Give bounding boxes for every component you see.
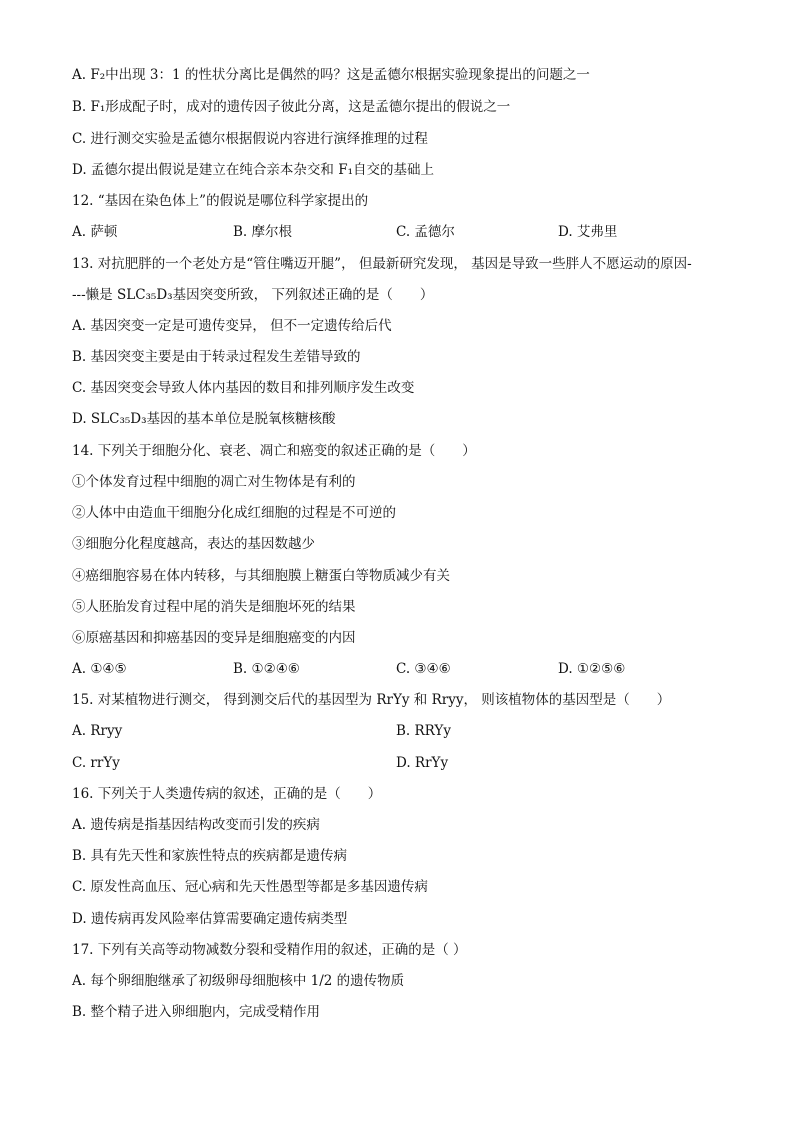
q13-stem-line2: ---懒是 SLC₃₅D₃基因突变所致， 下列叙述正确的是（ ） bbox=[72, 287, 434, 303]
q16-option-b: B. 具有先天性和家族性特点的疾病都是遗传病 bbox=[72, 848, 348, 864]
q15-options-row1 bbox=[72, 720, 732, 742]
q17-stem: 17. 下列有关高等动物减数分裂和受精作用的叙述，正确的是（ ） bbox=[72, 942, 467, 958]
q14-option-a: A. ①④⑤ bbox=[72, 661, 127, 677]
q15-stem: 15. 对某植物进行测交， 得到测交后代的基因型为 RrYy 和 Rryy， 则该植物体的基因型是（ ） bbox=[72, 692, 671, 708]
q14-stem: 14. 下列关于细胞分化、衰老、凋亡和癌变的叙述正确的是（ ） bbox=[72, 443, 476, 459]
q14-option-b: B. ①②④⑥ bbox=[233, 661, 300, 677]
q12-option-a: A. 萨顿 bbox=[72, 224, 118, 240]
q13-option-a: A. 基因突变一定是可遗传变异， 但不一定遗传给后代 bbox=[72, 318, 392, 334]
q15-option-b: B. RRYy bbox=[396, 723, 451, 739]
q17-option-b: B. 整个精子进入卵细胞内，完成受精作用 bbox=[72, 1004, 321, 1020]
q12-options bbox=[72, 221, 732, 243]
q12-option-d: D. 艾弗里 bbox=[558, 224, 618, 240]
q11-option-c: C. 进行测交实验是孟德尔根据假说内容进行演绎推理的过程 bbox=[72, 131, 428, 147]
q14-statement-1: ①个体发育过程中细胞的凋亡对生物体是有利的 bbox=[72, 474, 356, 490]
q13-option-c: C. 基因突变会导致人体内基因的数目和排列顺序发生改变 bbox=[72, 380, 415, 396]
q12-option-b: B. 摩尔根 bbox=[233, 224, 293, 240]
q15-options-row2 bbox=[72, 752, 732, 774]
q14-statement-3: ③细胞分化程度越高，表达的基因数越少 bbox=[72, 536, 315, 552]
q11-option-b: B. F₁形成配子时，成对的遗传因子彼此分离，这是孟德尔提出的假说之一 bbox=[72, 99, 511, 115]
q17-option-a: A. 每个卵细胞继承了初级卵母细胞核中 1/2 的遗传物质 bbox=[72, 973, 405, 989]
q11-option-d: D. 孟德尔提出假说是建立在纯合亲本杂交和 F₁自交的基础上 bbox=[72, 162, 434, 178]
q14-options bbox=[72, 658, 732, 680]
q16-option-c: C. 原发性高血压、冠心病和先天性愚型等都是多基因遗传病 bbox=[72, 879, 428, 895]
q13-option-b: B. 基因突变主要是由于转录过程发生差错导致的 bbox=[72, 349, 361, 365]
q14-statement-4: ④癌细胞容易在体内转移，与其细胞膜上糖蛋白等物质减少有关 bbox=[72, 568, 450, 584]
q15-option-d: D. RrYy bbox=[396, 755, 449, 771]
q14-statement-2: ②人体中由造血干细胞分化成红细胞的过程是不可逆的 bbox=[72, 505, 396, 521]
q16-option-a: A. 遗传病是指基因结构改变而引发的疾病 bbox=[72, 817, 320, 833]
q15-option-a: A. Rryy bbox=[72, 723, 123, 739]
q16-option-d: D. 遗传病再发风险率估算需要确定遗传病类型 bbox=[72, 911, 348, 927]
q13-option-d: D. SLC₃₅D₃基因的基本单位是脱氧核糖核酸 bbox=[72, 411, 336, 427]
q11-option-a: A. F₂中出现 3：1 的性状分离比是偶然的吗？这是孟德尔根据实验现象提出的问题之一 bbox=[72, 67, 590, 83]
q12-option-c: C. 孟德尔 bbox=[396, 224, 455, 240]
q14-option-d: D. ①②⑤⑥ bbox=[558, 661, 626, 677]
q14-option-c: C. ③④⑥ bbox=[396, 661, 451, 677]
q14-statement-6: ⑥原癌基因和抑癌基因的变异是细胞癌变的内因 bbox=[72, 630, 356, 646]
q15-option-c: C. rrYy bbox=[72, 755, 120, 771]
q12-stem: 12. “基因在染色体上”的假说是哪位科学家提出的 bbox=[72, 193, 369, 209]
q14-statement-5: ⑤人胚胎发育过程中尾的消失是细胞坏死的结果 bbox=[72, 599, 356, 615]
q13-stem-line1: 13. 对抗肥胖的一个老处方是“管住嘴迈开腿”， 但最新研究发现， 基因是导致一些胖人不愿运动的原因- bbox=[72, 256, 692, 272]
q16-stem: 16. 下列关于人类遗传病的叙述，正确的是（ ） bbox=[72, 786, 382, 802]
